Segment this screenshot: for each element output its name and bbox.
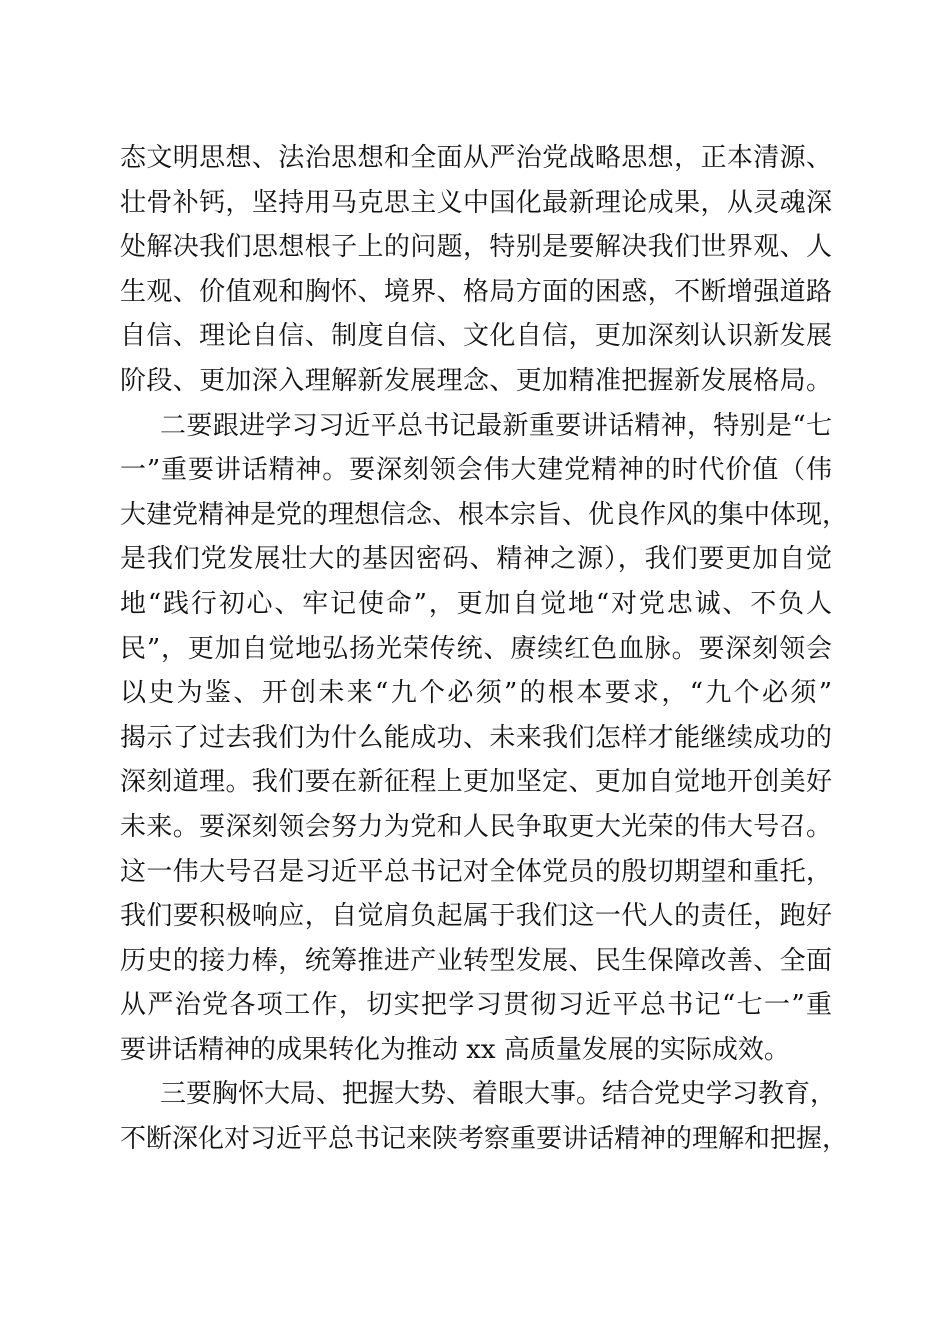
text-line: 是我们党发展壮大的基因密码、精神之源），我们要更加自觉 bbox=[120, 544, 832, 575]
text-line: 历史的接力棒，统筹推进产业转型发展、民生保障改善、全面 bbox=[120, 945, 832, 976]
text-line: 壮骨补钙，坚持用马克思主义中国化最新理论成果，从灵魂深 bbox=[120, 187, 832, 218]
text-line: 态文明思想、法治思想和全面从严治党战略思想，正本清源、 bbox=[120, 143, 832, 173]
text-line: 以史为鉴、开创未来“九个必须”的根本要求，“九个必须” bbox=[120, 678, 832, 709]
paragraph-two bbox=[120, 404, 849, 1073]
text-line: 三要胸怀大局、把握大势、着眼大事。结合党史学习教育， bbox=[160, 1079, 837, 1110]
document-body bbox=[120, 136, 849, 1162]
text-line: 处解决我们思想根子上的问题，特别是要解决我们世界观、人 bbox=[120, 232, 832, 263]
paragraph-three bbox=[120, 1072, 849, 1161]
text-line: 深刻道理。我们要在新征程上更加坚定、更加自觉地开创美好 bbox=[120, 767, 832, 798]
text-line: 不断深化对习近平总书记来陕考察重要讲话精神的理解和把握， bbox=[120, 1124, 849, 1155]
text-line: 大建党精神是党的理想信念、根本宗旨、优良作风的集中体现， bbox=[120, 499, 849, 530]
text-line: 一”重要讲话精神。要深刻领会伟大建党精神的时代价值（伟 bbox=[120, 455, 832, 486]
text-line: 未来。要深刻领会努力为党和人民争取更大光荣的伟大号召。 bbox=[120, 811, 832, 842]
text-line: 民”，更加自觉地弘扬光荣传统、赓续红色血脉。要深刻领会 bbox=[120, 633, 832, 664]
text-line: 揭示了过去我们为什么能成功、未来我们怎样才能继续成功的 bbox=[120, 722, 832, 753]
text-line: 生观、价值观和胸怀、境界、格局方面的困惑，不断增强道路 bbox=[120, 276, 832, 307]
paragraph-continued bbox=[120, 136, 832, 404]
text-line: 地“践行初心、牢记使命”，更加自觉地“对党忠诚、不负人 bbox=[120, 588, 832, 619]
text-line: 自信、理论自信、制度自信、文化自信，更加深刻认识新发展 bbox=[120, 321, 832, 352]
text-line: 阶段、更加深入理解新发展理念、更加精准把握新发展格局。 bbox=[120, 365, 832, 396]
text-line: 从严治党各项工作，切实把学习贯彻习近平总书记“七一”重 bbox=[120, 990, 832, 1021]
text-line: 二要跟进学习习近平总书记最新重要讲话精神，特别是“七 bbox=[160, 410, 832, 441]
text-line: 我们要积极响应，自觉肩负起属于我们这一代人的责任，跑好 bbox=[120, 901, 832, 932]
text-line: 这一伟大号召是习近平总书记对全体党员的殷切期望和重托， bbox=[120, 856, 832, 887]
text-line: 要讲话精神的成果转化为推动 xx 高质量发展的实际成效。 bbox=[120, 1034, 790, 1065]
